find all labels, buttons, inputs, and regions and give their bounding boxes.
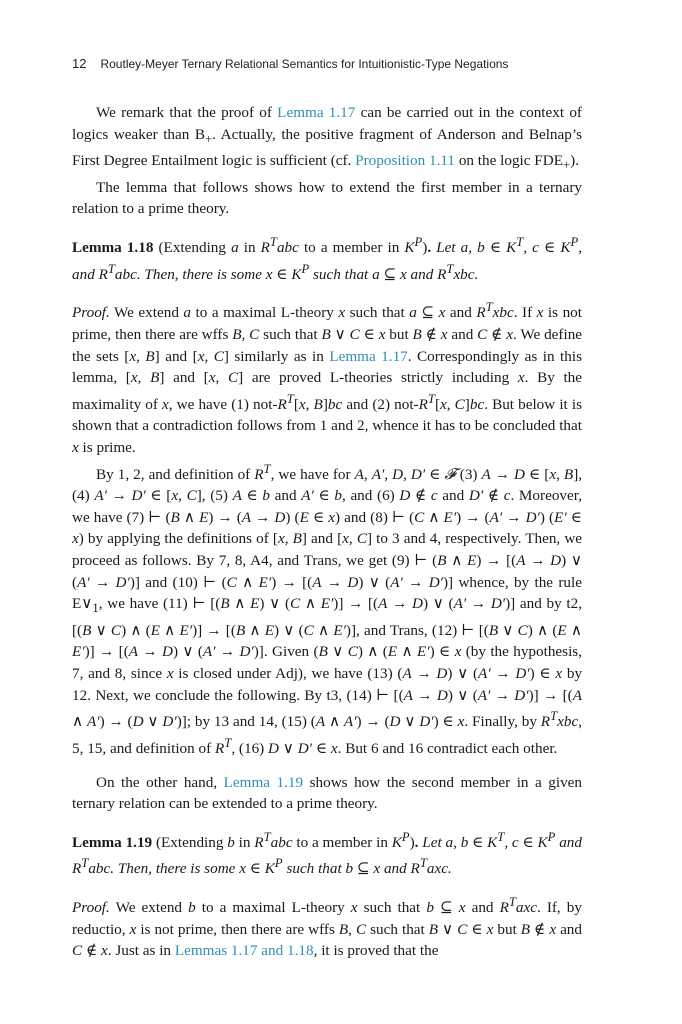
lemma-1-19: Lemma 1.19 (Extending b in $R^Tabc$ to a member in $K^P$). Let a, b ∈ $K^T$, c ∈ $K^P$ and $R^Tabc$. Then, there is some x ∈ $K^P$ such that b ⊆ x and $R^Taxc$. (72, 829, 582, 878)
running-title: Routley-Meyer Ternary Relational Semantics for Intuitionistic-Type Negations (100, 57, 509, 71)
proof-1-18-part-2: By 1, 2, and definition of $R^T$, we have for A, A′, D, D′ ∈ 𝓕 (3) A → D ∈ [x, B], (4) A′ → D′ ∈ [x, C], (5) A ∈ b and A′ ∈ b, and (6) D ∉ c and D′ ∉ c. Moreover, we have (7) ⊢ (B ∧ E) → (A → D) (E ∈ x) and (8) ⊢ (C ∧ E′) → (A′ → D′) (E′ ∈ x) by applying the definitions of [x, B] and [x, C] to 3 and 4, respectively. Then, we proceed as follows. By 7, 8, A4, and Trans, we get (9) ⊢ (B ∧ E) → [(A → D) ∨ (A′ → D′)] and (10) ⊢ (C ∧ E′) → [(A → D) ∨ (A′ → D′)] whence, by the rule $E\vee_1$, we have (11) ⊢ [(B ∧ E) ∨ (C ∧ E′)] → [(A → D) ∨ (A′ → D′)] and by t2, [(B ∨ C) ∧ (E ∧ E′)] → [(B ∧ E) ∨ (C ∧ E′)], and Trans, (12) ⊢ [(B ∨ C) ∧ (E ∧ E′)] → [(A → D) ∨ (A′ → D′)]. Given (B ∨ C) ∧ (E ∧ E′) ∈ x (by the hypothesis, 7, and 8, since x is closed under Adj), we have (13) (A → D) ∨ (A′ → D′) ∈ x by 12. Next, we conclude the following. By t3, (14) ⊢ [(A → D) ∨ (A′ → D′)] → [(A ∧ A′) → (D ∨ D′)]; by 13 and 14, (15) (A ∧ A′) → (D ∨ D′) ∈ x. Finally, by $R^Txbc$, 5, 15, and definition of $R^T$, (16) D ∨ D′ ∈ x. But 6 and 16 contradict each other. (72, 461, 583, 757)
page-body (72, 102, 582, 962)
proof-1-19: Proof. We extend b to a maximal L-theory x such that b ⊆ x and $R^Taxc$. If, by reductio, x is not prime, then there are wffs B, C such that B ∨ C ∈ x but B ∉ x and C ∉ x. Just as in Lemmas 1.17 and 1.18, it is proved that the (72, 895, 582, 960)
running-header (72, 56, 508, 71)
paragraph-remark: We remark that the proof of Lemma 1.17 can be carried out in the context of logics weaker than $B_+$. Actually, the positive fragment of Anderson and Belnap’s First Degree Entailment logic is sufficient (cf. Proposition 1.11 on the logic $FDE_+$). (72, 104, 582, 173)
lemma-1-18: Lemma 1.18 (Extending a in $R^Tabc$ to a member in $K^P$). Let a, b ∈ $K^T$, c ∈ $K^P$, and $R^Tabc$. Then, there is some x ∈ $K^P$ such that a ⊆ x and $R^Txbc$. (72, 235, 582, 283)
proof-1-18-part-1: Proof. We extend a to a maximal L-theory x such that a ⊆ x and $R^Txbc$. If x is not prime, then there are wffs B, C such that B ∨ C ∈ x but B ∉ x and C ∉ x. We define the sets [x, B] and [x, C] similarly as in Lemma 1.17. Correspondingly as in this lemma, [x, B] and [x, C] are proved L-theories strictly including x. By the maximality of x, we have (1) not-$R^T[x$, B]bc and (2) not-$R^T[x$, C]bc. But below it is shown that a contradiction follows from 1 and 2, whence it has to be concluded that x is prime. (72, 300, 583, 457)
page-number: 12 (72, 56, 87, 71)
paragraph-transition: On the other hand, Lemma 1.19 shows how the second member in a given ternary relation can be extended to a prime theory. (72, 773, 583, 813)
lemma-1-17-link[interactable]: Lemma 1.17 (329, 347, 408, 365)
paragraph-lemma-intro: The lemma that follows shows how to extend the first member in a ternary relation to a prime theory. (72, 178, 582, 218)
lemma-1-19-link[interactable]: Lemma 1.19 (223, 773, 304, 791)
lemma-1-17-link[interactable]: Lemma 1.17 (277, 104, 356, 121)
lemmas-1-17-1-18-link[interactable]: Lemmas 1.17 and 1.18 (174, 942, 314, 960)
proposition-1-11-link[interactable]: Proposition 1.11 (355, 152, 456, 170)
